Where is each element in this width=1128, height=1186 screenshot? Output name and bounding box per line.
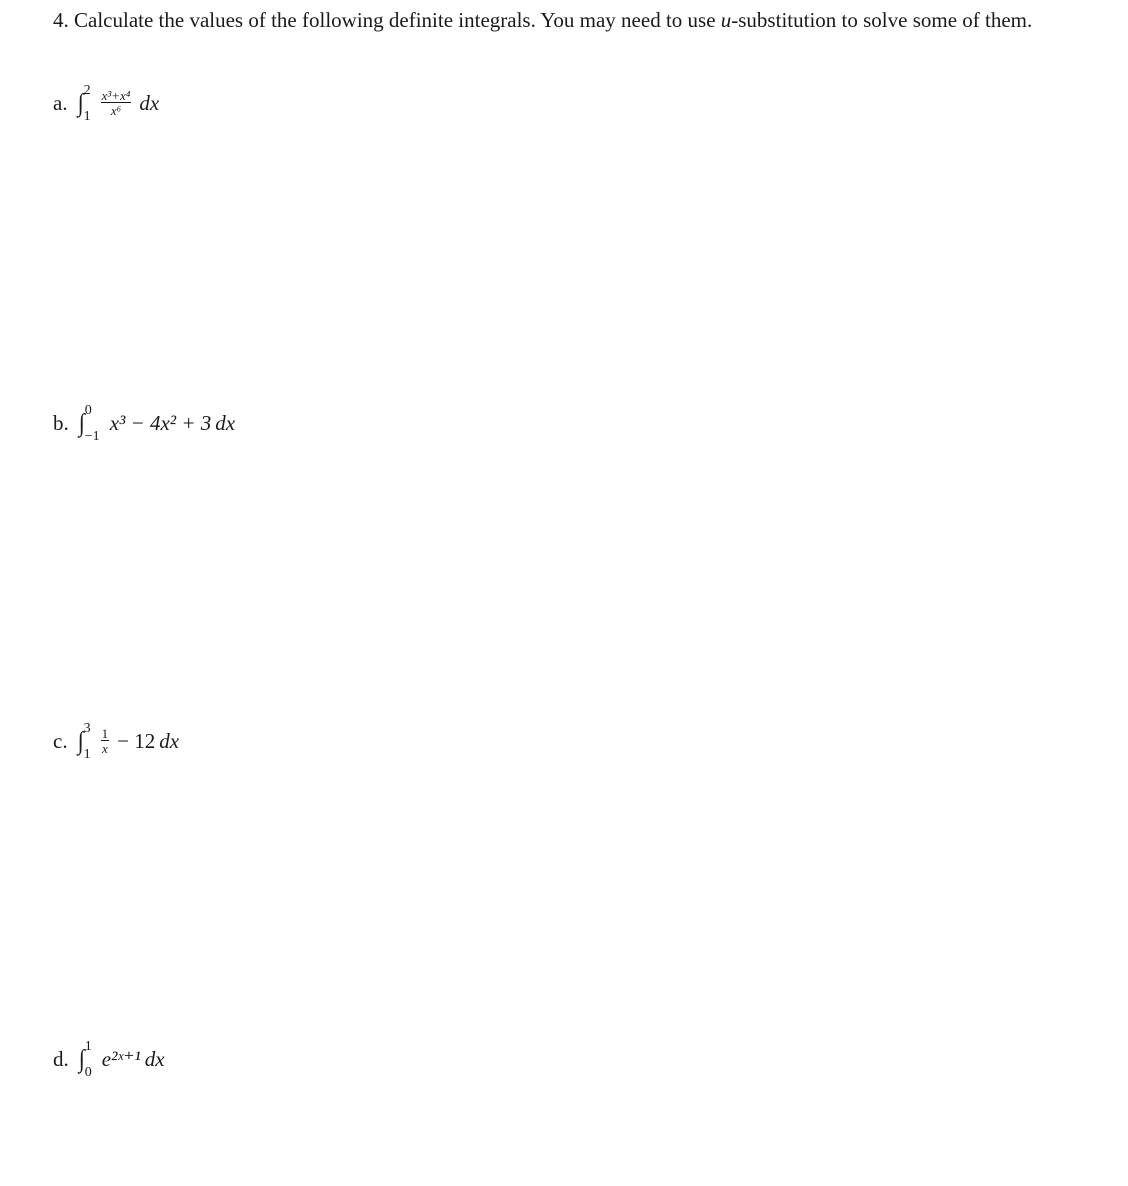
problem-label: a.	[53, 90, 68, 115]
integrand: x³ − 4x² + 3	[109, 410, 212, 435]
integral-limits	[83, 83, 91, 124]
problem-label: c.	[53, 728, 68, 753]
integral-limits	[84, 1039, 92, 1080]
integral-sign: ∫	[77, 726, 84, 755]
problem-text-before: Calculate the values of the following definite integrals. You may need to use	[74, 8, 721, 32]
lower-limit: −1	[84, 429, 100, 444]
integral	[78, 1039, 92, 1080]
differential: dx	[159, 728, 180, 753]
fraction-numerator: 1	[101, 726, 109, 741]
substitution-variable: u	[720, 8, 732, 32]
integrand-fraction	[101, 89, 132, 117]
integral	[77, 721, 91, 762]
integrand-rest: − 12	[117, 728, 156, 753]
problem-text-after: -substitution to solve some of them.	[731, 8, 1033, 32]
differential: dx	[144, 1046, 165, 1071]
integral	[78, 403, 100, 444]
upper-limit: 3	[83, 721, 91, 736]
fraction-denominator: x⁶	[110, 103, 122, 118]
integral-sign: ∫	[78, 408, 85, 437]
problem-number: 4.	[53, 8, 69, 32]
upper-limit: 0	[84, 403, 92, 418]
fraction-numerator: x³+x⁴	[101, 88, 131, 103]
problem-label: b.	[53, 410, 69, 435]
integral-limits	[83, 721, 91, 762]
differential: dx	[139, 90, 160, 115]
upper-limit: 2	[83, 83, 91, 98]
problem-b	[53, 403, 236, 444]
integral-sign: ∫	[78, 1044, 85, 1073]
problem-c	[53, 721, 180, 762]
problem-statement	[53, 6, 1073, 35]
differential: dx	[215, 410, 236, 435]
integral	[77, 83, 91, 124]
problem-d	[53, 1039, 165, 1080]
integrand-fraction	[101, 727, 110, 755]
lower-limit: 0	[84, 1065, 92, 1080]
integrand: e²ˣ⁺¹	[101, 1046, 141, 1071]
problem-label: d.	[53, 1046, 69, 1071]
fraction-denominator: x	[101, 741, 108, 756]
integral-limits	[84, 403, 100, 444]
integral-sign: ∫	[77, 88, 84, 117]
upper-limit: 1	[84, 1039, 92, 1054]
problem-a	[53, 83, 160, 124]
lower-limit: 1	[83, 109, 91, 124]
lower-limit: 1	[83, 747, 91, 762]
